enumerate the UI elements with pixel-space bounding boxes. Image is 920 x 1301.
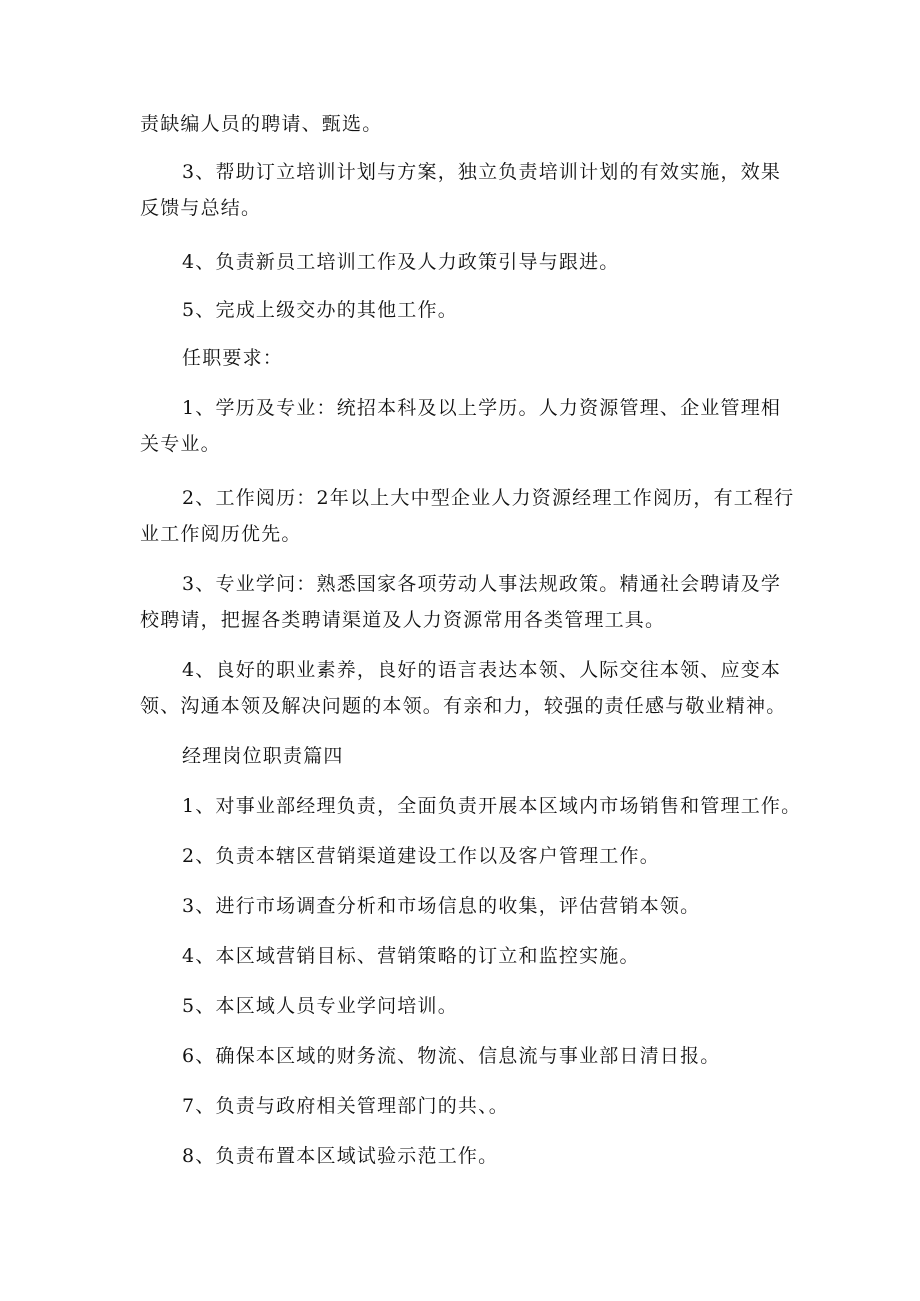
- text-line: 业工作阅历优先。: [140, 523, 302, 545]
- paragraph: [140, 480, 800, 552]
- text-line: 3、进行市场调查分析和市场信息的收集，评估营销本领。: [182, 895, 701, 917]
- paragraph: [140, 106, 800, 142]
- text-line: 5、本区域人员专业学问培训。: [182, 995, 458, 1017]
- text-line: 责缺编人员的聘请、甄选。: [140, 113, 383, 135]
- paragraph: [140, 244, 800, 280]
- paragraph: [140, 888, 800, 924]
- paragraph: [140, 1038, 800, 1074]
- paragraph: [140, 652, 800, 724]
- text-line: 1、学历及专业：统招本科及以上学历。人力资源管理、企业管理相: [182, 397, 782, 419]
- section-heading: [140, 340, 800, 376]
- section-heading: [140, 738, 800, 774]
- text-line: 5、完成上级交办的其他工作。: [182, 299, 458, 321]
- paragraph: [140, 566, 800, 638]
- paragraph: [140, 1088, 800, 1124]
- paragraph: [140, 788, 800, 824]
- paragraph: [140, 838, 800, 874]
- paragraph: [140, 1138, 800, 1174]
- text-line: 任职要求：: [182, 347, 284, 369]
- text-line: 3、专业学问：熟悉国家各项劳动人事法规政策。精通社会聘请及学: [182, 573, 782, 595]
- paragraph: [140, 938, 800, 974]
- text-line: 经理岗位职责篇四: [182, 745, 344, 767]
- paragraph: [140, 154, 800, 226]
- text-line: 4、本区域营销目标、营销策略的订立和监控实施。: [182, 945, 640, 967]
- text-line: 2、负责本辖区营销渠道建设工作以及客户管理工作。: [182, 845, 660, 867]
- text-line: 2、工作阅历：2年以上大中型企业人力资源经理工作阅历，有工程行: [182, 487, 795, 509]
- text-line: 6、确保本区域的财务流、物流、信息流与事业部日清日报。: [182, 1045, 721, 1067]
- text-line: 8、负责布置本区域试验示范工作。: [182, 1145, 499, 1167]
- text-line: 反馈与总结。: [140, 197, 262, 219]
- text-line: 3、帮助订立培训计划与方案，独立负责培训计划的有效实施，效果: [182, 161, 782, 183]
- text-line: 校聘请，把握各类聘请渠道及人力资源常用各类管理工具。: [140, 609, 666, 631]
- paragraph: [140, 988, 800, 1024]
- text-line: 4、负责新员工培训工作及人力政策引导与跟进。: [182, 251, 620, 273]
- text-line: 4、良好的职业素养，良好的语言表达本领、人际交往本领、应变本: [182, 659, 782, 681]
- paragraph: [140, 292, 800, 328]
- paragraph: [140, 390, 800, 462]
- text-line: 7、负责与政府相关管理部门的共、。: [182, 1095, 509, 1117]
- text-line: 1、对事业部经理负责，全面负责开展本区域内市场销售和管理工作。: [182, 795, 802, 817]
- text-line: 领、沟通本领及解决问题的本领。有亲和力，较强的责任感与敬业精神。: [140, 695, 787, 717]
- text-line: 关专业。: [140, 433, 221, 455]
